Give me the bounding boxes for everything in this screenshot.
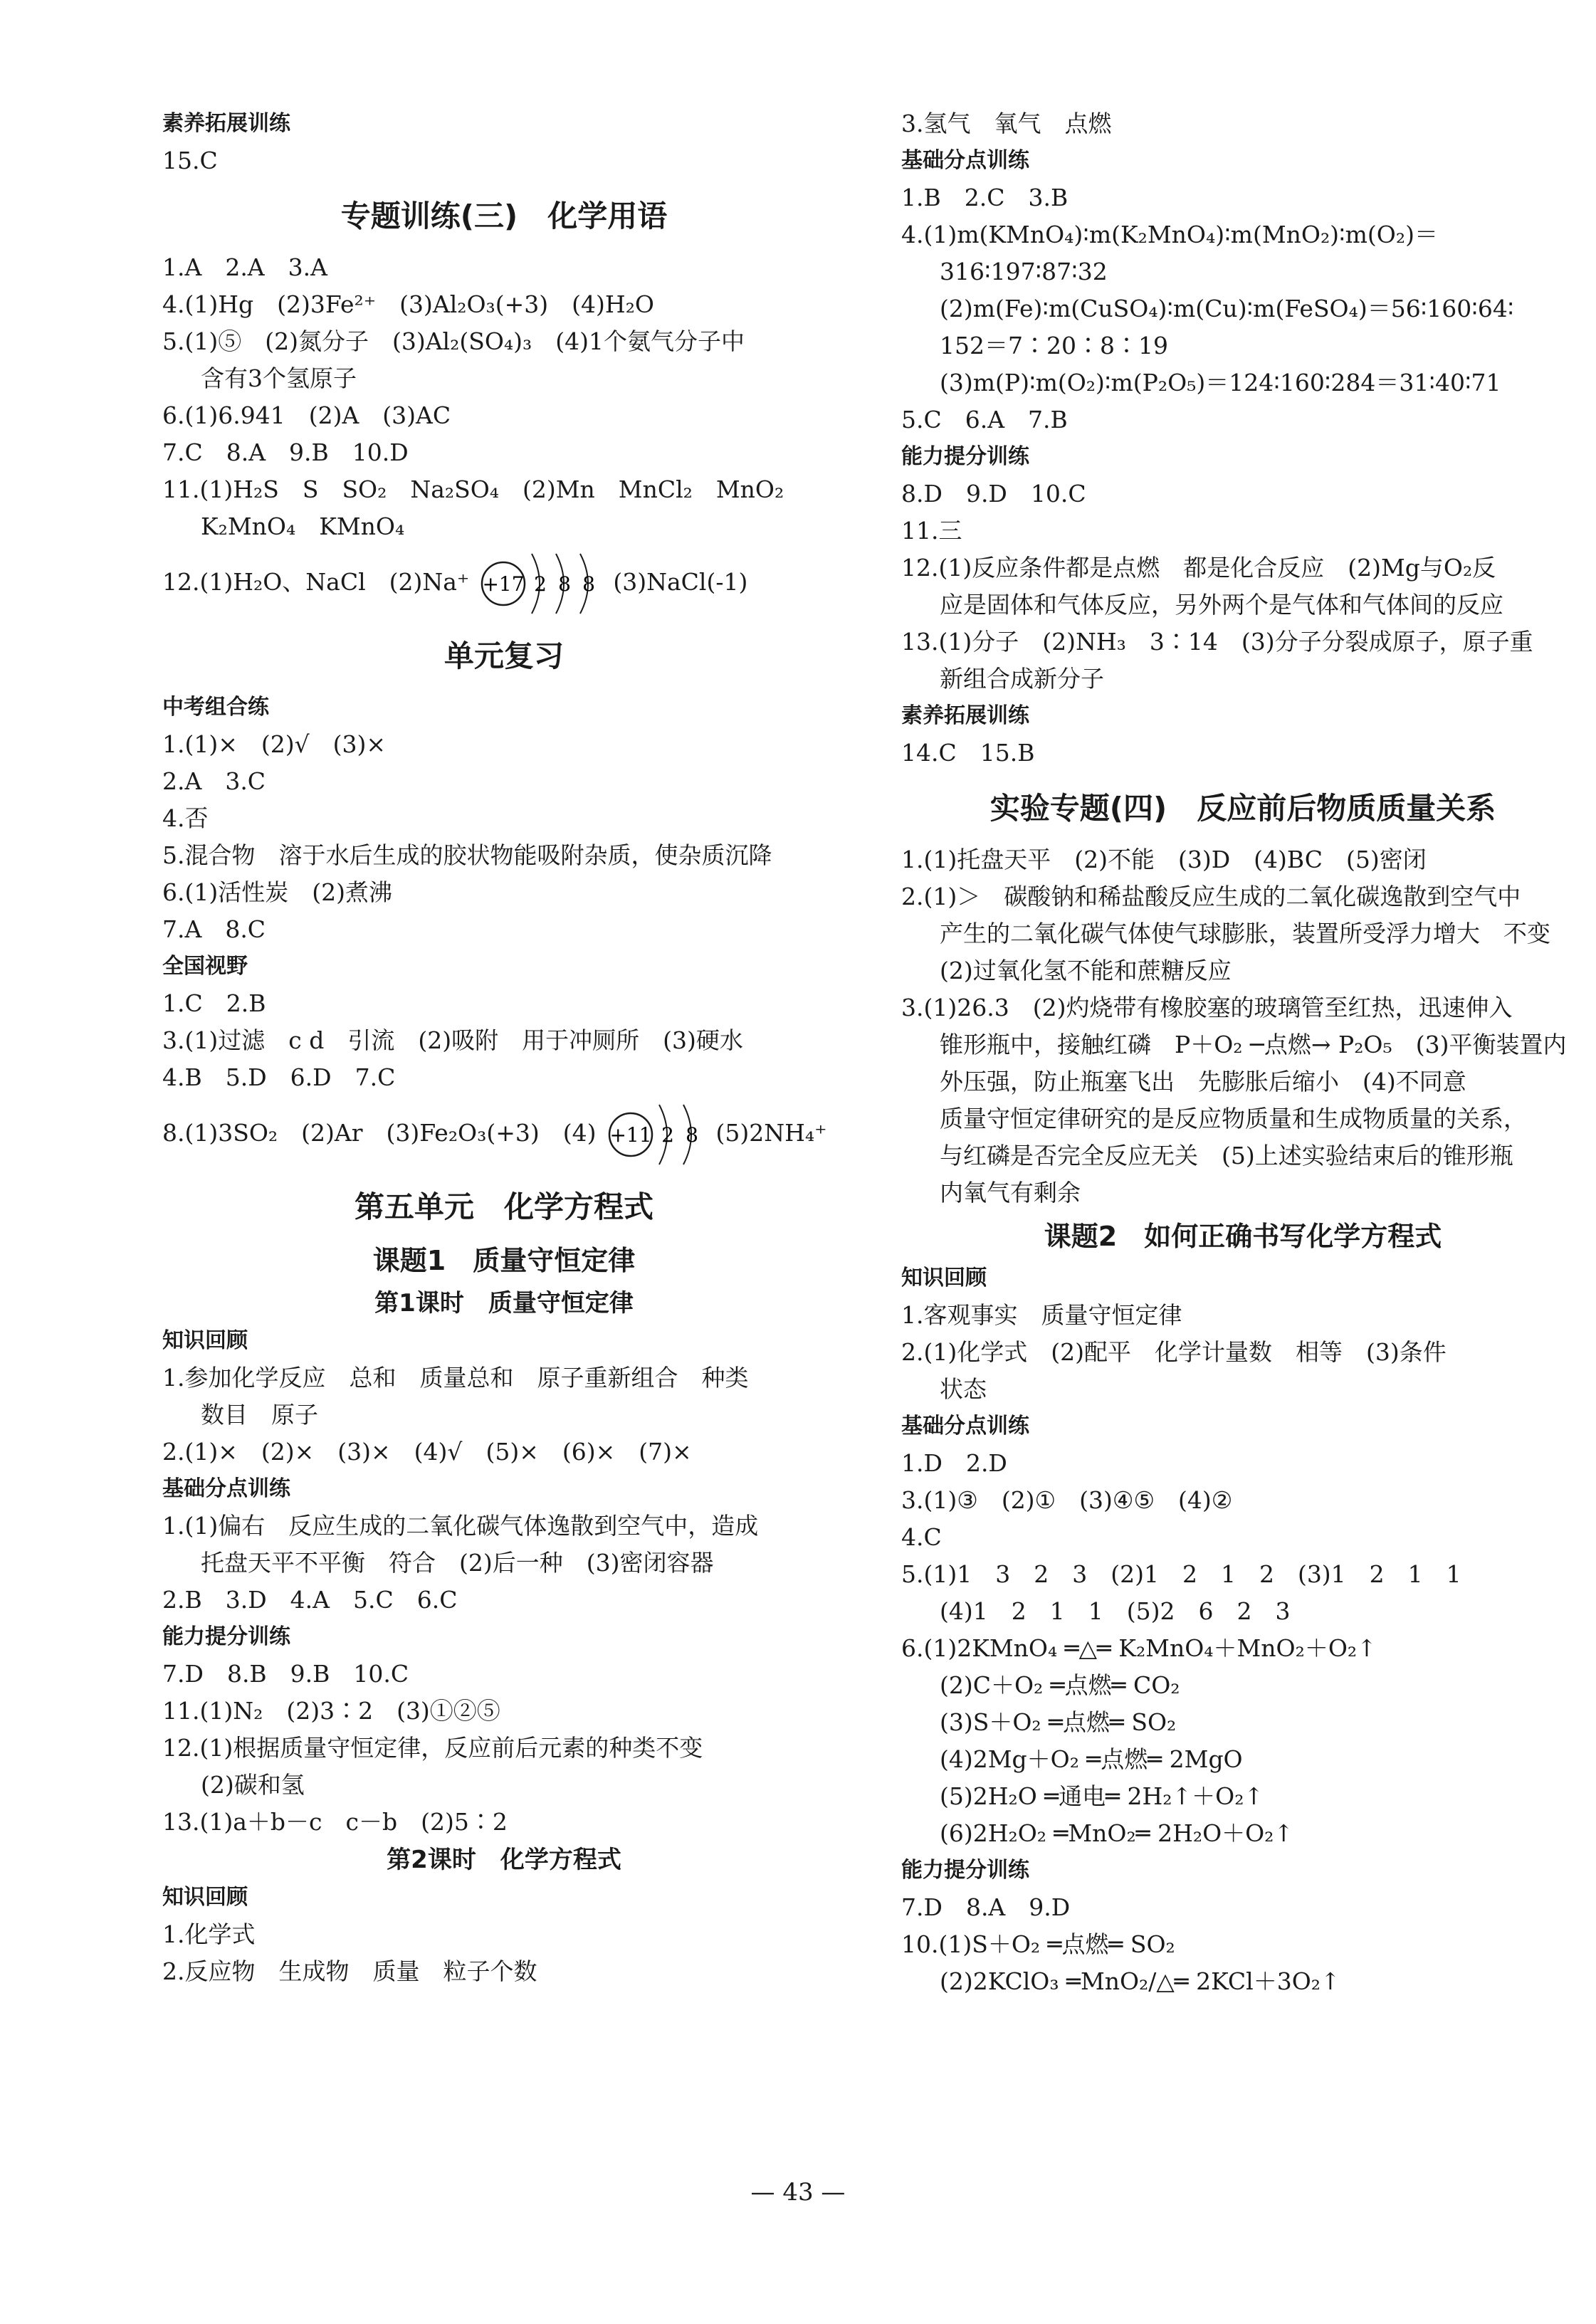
answer-line: 13.(1)分子 (2)NH₃ 3∶14 (3)分子分裂成原子，原子重 <box>901 628 1533 656</box>
answer-continuation: (5)2H₂O ═通电═ 2H₂↑＋O₂↑ <box>940 1782 1264 1810</box>
answer-continuation: 锥形瓶中，接触红磷 P＋O₂ ─点燃→ P₂O₅ (3)平衡装置内 <box>940 1031 1567 1058</box>
answer-line: 2.反应物 生成物 质量 粒子个数 <box>162 1957 537 1985</box>
answer-continuation: (3)S＋O₂ ═点燃═ SO₂ <box>940 1708 1177 1736</box>
section-label: 素养拓展训练 <box>162 111 290 136</box>
answer-line: 12.(1)根据质量守恒定律，反应前后元素的种类不变 <box>162 1734 703 1762</box>
answer-line: 8.D 9.D 10.C <box>901 480 1086 508</box>
shell-electron-count: 8 <box>558 572 572 596</box>
answer-line: 2.B 3.D 4.A 5.C 6.C <box>162 1586 458 1614</box>
answer-line: 14.C 15.B <box>901 739 1035 767</box>
answer-line: 2.(1)＞ 碳酸钠和稀盐酸反应生成的二氧化碳逸散到空气中 <box>901 883 1521 910</box>
answer-line-atom <box>162 1096 846 1170</box>
section-label: 全国视野 <box>162 954 248 979</box>
answer-line: 1.D 2.D <box>901 1449 1007 1477</box>
section-label: 知识回顾 <box>162 1328 248 1353</box>
answer-continuation: 数目 原子 <box>201 1401 318 1429</box>
section-label: 知识回顾 <box>901 1266 987 1290</box>
answer-continuation: 应是固体和气体反应，另外两个是气体和气体间的反应 <box>940 591 1503 619</box>
section-label: 能力提分训练 <box>901 444 1029 469</box>
shell-electron-count: 2 <box>661 1123 674 1147</box>
answer-continuation: (4)1 2 1 1 (5)2 6 2 3 <box>940 1597 1291 1625</box>
answer-line: 7.A 8.C <box>162 915 266 943</box>
section-label: 素养拓展训练 <box>901 703 1029 728</box>
answer-line: 1.(1)× (2)√ (3)× <box>162 730 387 758</box>
shell-electron-count: 8 <box>582 572 596 596</box>
answer-line: 10.(1)S＋O₂ ═点燃═ SO₂ <box>901 1930 1175 1958</box>
section-title: 实验专题(四) 反应前后物质质量关系 <box>989 791 1496 826</box>
answer-line: 6.(1)活性炭 (2)煮沸 <box>162 878 392 906</box>
atom-structure-diagram <box>476 548 606 619</box>
nucleus-charge: +17 <box>482 572 525 596</box>
lesson-title: 课题1 质量守恒定律 <box>372 1245 636 1276</box>
answer-line: 11.三 <box>901 517 962 545</box>
answer-line: 3.(1)26.3 (2)灼烧带有橡胶塞的玻璃管至红热，迅速伸入 <box>901 994 1513 1021</box>
answer-line: 4.C <box>901 1523 942 1551</box>
answer-continuation: 状态 <box>940 1375 987 1403</box>
answer-continuation: (2)m(Fe)∶m(CuSO₄)∶m(Cu)∶m(FeSO₄)＝56∶160∶64∶ <box>940 295 1514 322</box>
answer-line: 12.(1)反应条件都是点燃 都是化合反应 (2)Mg与O₂反 <box>901 554 1496 582</box>
answer-line: 1.客观事实 质量守恒定律 <box>901 1301 1182 1329</box>
answer-line: 6.(1)6.941 (2)A (3)AC <box>162 401 451 429</box>
answer-continuation: 含有3个氢原子 <box>201 364 357 392</box>
section-label: 能力提分训练 <box>901 1858 1029 1883</box>
answer-continuation: (2)2KClO₃ ═MnO₂/△═ 2KCl＋3O₂↑ <box>940 1967 1340 1995</box>
left-column <box>162 105 846 1990</box>
answer-continuation: 316∶197∶87∶32 <box>940 258 1108 285</box>
answer-line: 3.(1)③ (2)① (3)④⑤ (4)② <box>901 1486 1233 1514</box>
atom-structure-diagram <box>604 1099 709 1170</box>
nucleus-charge: +11 <box>609 1123 652 1147</box>
answer-line: 1.(1)托盘天平 (2)不能 (3)D (4)BC (5)密闭 <box>901 846 1427 873</box>
answer-line: 7.C 8.A 9.B 10.D <box>162 438 409 466</box>
answer-suffix: (3)NaCl(-1) <box>613 568 748 596</box>
section-label: 知识回顾 <box>162 1885 248 1910</box>
answer-continuation: (3)m(P)∶m(O₂)∶m(P₂O₅)＝124∶160∶284＝31∶40∶71 <box>940 369 1501 396</box>
answer-line: 1.化学式 <box>162 1920 256 1948</box>
section-label: 能力提分训练 <box>162 1624 290 1649</box>
answer-line: 3.氢气 氧气 点燃 <box>901 110 1112 137</box>
answer-continuation: 内氧气有剩余 <box>940 1179 1081 1206</box>
answer-line: 2.(1)× (2)× (3)× (4)√ (5)× (6)× (7)× <box>162 1438 692 1466</box>
section-title: 单元复习 <box>443 638 564 673</box>
answer-line: 4.(1)m(KMnO₄)∶m(K₂MnO₄)∶m(MnO₂)∶m(O₂)＝ <box>901 221 1438 248</box>
answer-line: 3.(1)过滤 c d 引流 (2)吸附 用于冲厕所 (3)硬水 <box>162 1026 743 1054</box>
answer-line: 1.参加化学反应 总和 质量总和 原子重新组合 种类 <box>162 1364 749 1392</box>
answer-line: 1.A 2.A 3.A <box>162 253 327 281</box>
answer-line: 5.(1)1 3 2 3 (2)1 2 1 2 (3)1 2 1 1 <box>901 1560 1461 1588</box>
answer-continuation: 外压强，防止瓶塞飞出 先膨胀后缩小 (4)不同意 <box>940 1068 1466 1095</box>
answer-line: 6.(1)2KMnO₄ ═△═ K₂MnO₄＋MnO₂＋O₂↑ <box>901 1634 1377 1662</box>
answer-line: 4.否 <box>162 804 209 832</box>
answer-continuation: (2)碳和氢 <box>201 1771 305 1799</box>
answer-continuation: 托盘天平不平衡 符合 (2)后一种 (3)密闭容器 <box>201 1549 714 1577</box>
answer-line: 2.(1)化学式 (2)配平 化学计量数 相等 (3)条件 <box>901 1338 1447 1366</box>
answer-continuation: 新组合成新分子 <box>940 665 1104 693</box>
answer-continuation: (2)C＋O₂ ═点燃═ CO₂ <box>940 1671 1180 1699</box>
section-title: 专题训练(三) 化学用语 <box>340 199 668 233</box>
section-label: 中考组合练 <box>162 695 269 720</box>
page-number: — 43 — <box>750 2178 846 2207</box>
answer-continuation: (2)过氧化氢不能和蔗糖反应 <box>940 957 1232 984</box>
answer-line: 4.B 5.D 6.D 7.C <box>162 1063 396 1091</box>
answer-line-atom <box>162 545 846 619</box>
answer-continuation: 与红磷是否完全反应无关 (5)上述实验结束后的锥形瓶 <box>940 1142 1513 1169</box>
class-period-title: 第2课时 化学方程式 <box>387 1846 621 1874</box>
answer-continuation: K₂MnO₄ KMnO₄ <box>201 512 405 540</box>
answer-prefix: 8.(1)3SO₂ (2)Ar (3)Fe₂O₃(+3) (4) <box>162 1119 597 1147</box>
lesson-title: 课题2 如何正确书写化学方程式 <box>1044 1221 1442 1252</box>
answer-continuation: (4)2Mg＋O₂ ═点燃═ 2MgO <box>940 1745 1243 1773</box>
section-label: 基础分点训练 <box>901 148 1029 173</box>
shell-electron-count: 2 <box>534 572 547 596</box>
answer-line: 4.(1)Hg (2)3Fe²⁺ (3)Al₂O₃(+3) (4)H₂O <box>162 290 654 318</box>
answer-line: 5.混合物 溶于水后生成的胶状物能吸附杂质，使杂质沉降 <box>162 841 772 869</box>
answer-line: 7.D 8.B 9.B 10.C <box>162 1660 409 1688</box>
section-label: 基础分点训练 <box>901 1414 1029 1439</box>
answer-line: 15.C <box>162 147 218 174</box>
class-period-title: 第1课时 质量守恒定律 <box>374 1289 634 1318</box>
answer-line: 1.B 2.C 3.B <box>901 184 1069 211</box>
answer-line: 7.D 8.A 9.D <box>901 1893 1071 1921</box>
answer-line: 1.(1)偏右 反应生成的二氧化碳气体逸散到空气中，造成 <box>162 1512 759 1540</box>
shell-electron-count: 8 <box>685 1123 698 1147</box>
answer-line: 11.(1)N₂ (2)3∶2 (3)①②⑤ <box>162 1697 500 1725</box>
answer-continuation: (6)2H₂O₂ ═MnO₂═ 2H₂O＋O₂↑ <box>940 1819 1294 1847</box>
answer-line: 5.C 6.A 7.B <box>901 406 1068 433</box>
answer-line: 1.C 2.B <box>162 989 266 1017</box>
answer-line: 5.(1)⑤ (2)氮分子 (3)Al₂(SO₄)₃ (4)1个氨气分子中 <box>162 327 745 355</box>
answer-suffix: (5)2NH₄⁺ <box>715 1119 827 1147</box>
answer-line: 2.A 3.C <box>162 767 266 795</box>
answer-continuation: 152＝7∶20∶8∶19 <box>940 332 1168 359</box>
answer-line: 11.(1)H₂S S SO₂ Na₂SO₄ (2)Mn MnCl₂ MnO₂ <box>162 475 784 503</box>
section-label: 基础分点训练 <box>162 1476 290 1501</box>
answer-continuation: 质量守恒定律研究的是反应物质量和生成物质量的关系， <box>940 1105 1527 1132</box>
right-column <box>901 105 1585 2000</box>
answer-continuation: 产生的二氧化碳气体使气球膨胀，装置所受浮力增大 不变 <box>940 920 1550 947</box>
answer-line: 13.(1)a＋b－c c－b (2)5∶2 <box>162 1808 508 1836</box>
section-title: 第五单元 化学方程式 <box>354 1189 653 1224</box>
answer-prefix: 12.(1)H₂O、NaCl (2)Na⁺ <box>162 568 470 596</box>
